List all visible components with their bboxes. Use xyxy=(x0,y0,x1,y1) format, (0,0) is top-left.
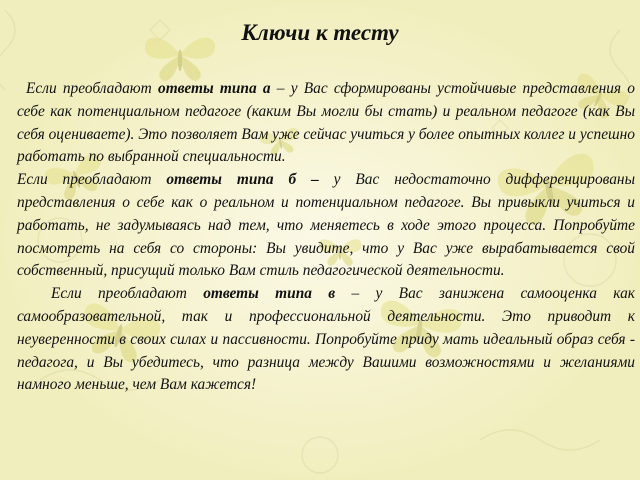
paragraph-lead: Если преобладают xyxy=(17,171,167,189)
slide-title: Ключи к тесту xyxy=(241,20,399,45)
paragraph-lead: Если преобладают xyxy=(51,285,204,303)
paragraph-body: – у Вас сформированы устойчивые представления о себе как потенциальном педагоге (каким Вы могли бы стать) и реальном педагоге (как Вы себя оцениваете). Это позволяет Вам уже сейчас учиться у более опытных коллег и успешно работать по выбранной специальности. xyxy=(17,80,635,166)
answer-type-c: ответы типа в xyxy=(203,285,336,303)
key-paragraph-b xyxy=(17,169,635,283)
paragraph-body: у Вас недостаточно дифференцированы представления о себе как о реальном и потенциальном педагоге. Вы привыкли учиться и работать, не задумываясь над тем, что меняетесь в ходе этого процесса. Попробуйте посмотреть на себя со стороны: Вы увидите, что у Вас уже вырабатывается свой собственный, присущий только Вам стиль педагогической деятельности. xyxy=(17,171,635,280)
paragraph-lead: Если преобладают xyxy=(26,80,158,97)
key-paragraph-c xyxy=(17,283,635,397)
answer-type-b: ответы типа б – xyxy=(166,171,319,189)
answer-keys-text xyxy=(17,78,635,397)
paragraph-body: – у Вас занижена самооценка как самообразовательной, так и профессиональной деятельности. Это приводит к неуверенности в своих силах и пассивности. Попробуйте приду мать идеальный образ себя - педагога, и Вы убедитесь, что разница между Вашими возможностями и желаниями намного меньше, чем Вам кажется! xyxy=(17,285,635,394)
answer-type-a: ответы типа а xyxy=(158,80,271,97)
key-paragraph-a xyxy=(17,78,635,169)
